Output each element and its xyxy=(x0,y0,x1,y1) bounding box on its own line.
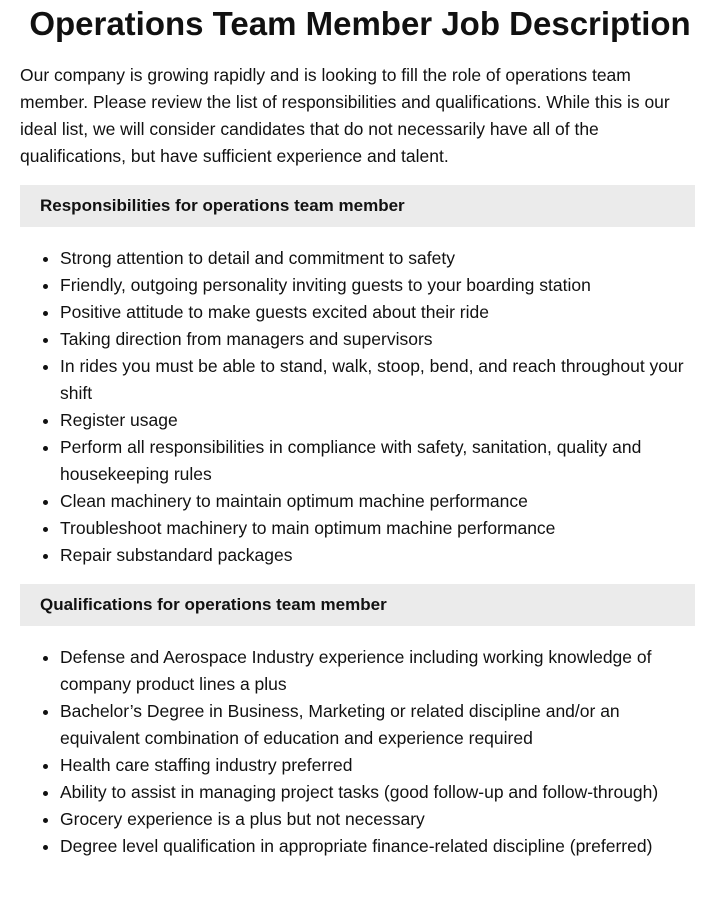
list-item: • Ability to assist in managing project tasks (good follow-up and follow-through) xyxy=(60,779,700,806)
list-item: • Strong attention to detail and commitment to safety xyxy=(60,245,700,272)
responsibilities-list xyxy=(20,245,700,569)
list-item: • Degree level qualification in appropriate finance-related discipline (preferred) xyxy=(60,833,700,860)
list-item: • Health care staffing industry preferred xyxy=(60,752,700,779)
list-item: • Register usage xyxy=(60,407,700,434)
list-item: • Friendly, outgoing personality inviting guests to your boarding station xyxy=(60,272,700,299)
list-item: • Positive attitude to make guests excited about their ride xyxy=(60,299,700,326)
list-item: • Repair substandard packages xyxy=(60,542,700,569)
list-item: • In rides you must be able to stand, walk, stoop, bend, and reach throughout your shift xyxy=(60,353,700,407)
qualifications-heading: Qualifications for operations team member xyxy=(20,584,695,626)
list-item: • Grocery experience is a plus but not necessary xyxy=(60,806,700,833)
list-item: • Bachelor’s Degree in Business, Marketing or related discipline and/or an equivalent combination of education and experience required xyxy=(60,698,700,752)
intro-paragraph: Our company is growing rapidly and is looking to fill the role of operations team member. Please review the list of responsibilities and qualifications. While this is our ideal list, we will consider candidates that do not necessarily have all of the qualifications, but have sufficient experience and talent. xyxy=(20,65,670,166)
list-item: • Taking direction from managers and supervisors xyxy=(60,326,700,353)
page-title: Operations Team Member Job Description xyxy=(29,5,691,42)
qualifications-list xyxy=(20,644,700,860)
list-item: • Troubleshoot machinery to main optimum machine performance xyxy=(60,515,700,542)
list-item: • Defense and Aerospace Industry experience including working knowledge of company product lines a plus xyxy=(60,644,700,698)
list-item: • Perform all responsibilities in compliance with safety, sanitation, quality and housekeeping rules xyxy=(60,434,700,488)
responsibilities-heading: Responsibilities for operations team member xyxy=(20,185,695,227)
list-item: • Clean machinery to maintain optimum machine performance xyxy=(60,488,700,515)
